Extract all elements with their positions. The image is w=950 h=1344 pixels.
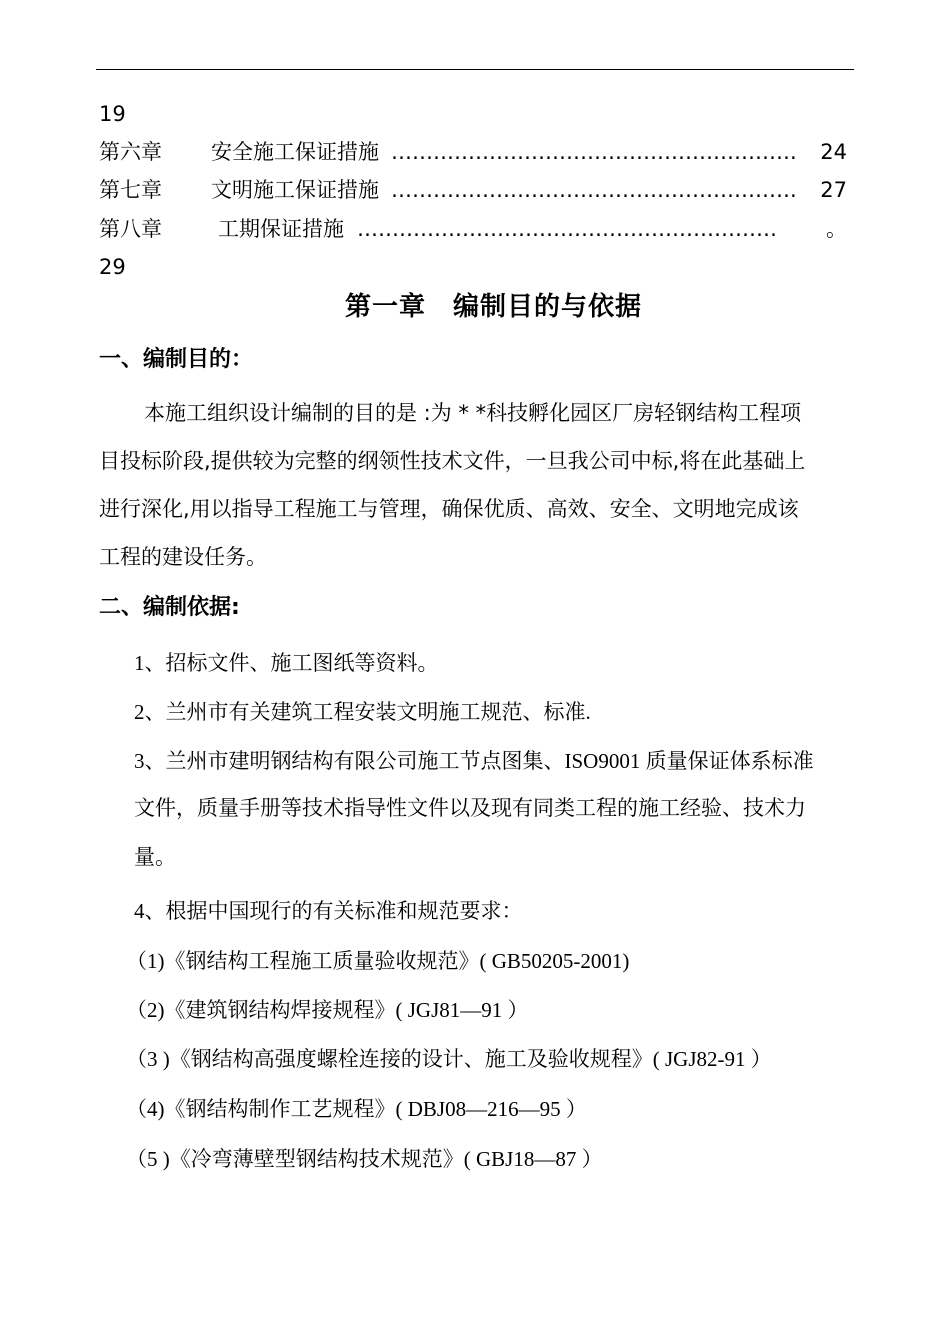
chapter-title: 第一章 编制目的与依据: [345, 292, 643, 322]
list-item: 1、招标文件、施工图纸等资料。: [134, 651, 439, 675]
paragraph-line: 工程的建设任务。: [99, 545, 267, 569]
list-item: 3、兰州市建明钢结构有限公司施工节点图集、ISO9001 质量保证体系标准: [134, 749, 814, 773]
section-heading: 一、编制目的：: [99, 347, 254, 372]
toc-leader-dots: ………………………………………………….: [391, 178, 797, 202]
toc-page-number: 19: [99, 102, 126, 126]
standard-item: （1)《钢结构工程施工质量验收规范》( GB50205-2001): [126, 949, 630, 973]
paragraph-line: 目投标阶段,提供较为完整的纲领性技术文件，一旦我公司中标,将在此基础上: [99, 449, 806, 473]
toc-page-number: 29: [99, 255, 126, 279]
toc-title: 安全施工保证措施: [211, 140, 379, 164]
header-rule: [96, 69, 854, 70]
toc-title: 文明施工保证措施: [211, 178, 379, 202]
toc-entry[interactable]: [99, 175, 847, 205]
toc-leader-dots: ……………………………………………………: [357, 217, 777, 241]
toc-chapter: 第八章: [99, 217, 162, 241]
list-item: 2、兰州市有关建筑工程安装文明施工规范、标准.: [134, 700, 591, 724]
toc-chapter: 第七章: [99, 178, 162, 202]
list-item-continuation: 量。: [134, 845, 176, 869]
standard-item: （2)《建筑钢结构焊接规程》( JGJ81—91 ）: [126, 998, 529, 1022]
toc-title: 工期保证措施: [218, 217, 344, 241]
toc-entry[interactable]: [99, 137, 847, 167]
paragraph-line: 本施工组织设计编制的目的是 :为 * *科技孵化园区厂房轻钢结构工程项: [144, 401, 802, 425]
list-item: 4、根据中国现行的有关标准和规范要求：: [134, 899, 523, 923]
standard-item: （4)《钢结构制作工艺规程》( DBJ08—216—95 ）: [126, 1097, 587, 1121]
toc-entry[interactable]: [99, 214, 847, 244]
standard-item: （5 )《冷弯薄壁型钢结构技术规范》( GBJ18—87 ）: [126, 1147, 603, 1171]
toc-leader-dots: ………………………………………………….: [391, 140, 797, 164]
list-item-continuation: 文件，质量手册等技术指导性文件以及现有同类工程的施工经验、技术力: [134, 796, 806, 820]
section-heading: 二、编制依据:: [99, 595, 240, 620]
paragraph-line: 进行深化,用以指导工程施工与管理，确保优质、高效、安全、文明地完成该: [99, 497, 799, 521]
toc-chapter: 第六章: [99, 140, 162, 164]
toc-page-number: 24: [820, 140, 847, 164]
toc-page-number: 。: [826, 217, 847, 241]
standard-item: （3 )《钢结构高强度螺栓连接的设计、施工及验收规程》( JGJ82-91 ）: [126, 1047, 772, 1071]
toc-page-number: 27: [820, 178, 847, 202]
